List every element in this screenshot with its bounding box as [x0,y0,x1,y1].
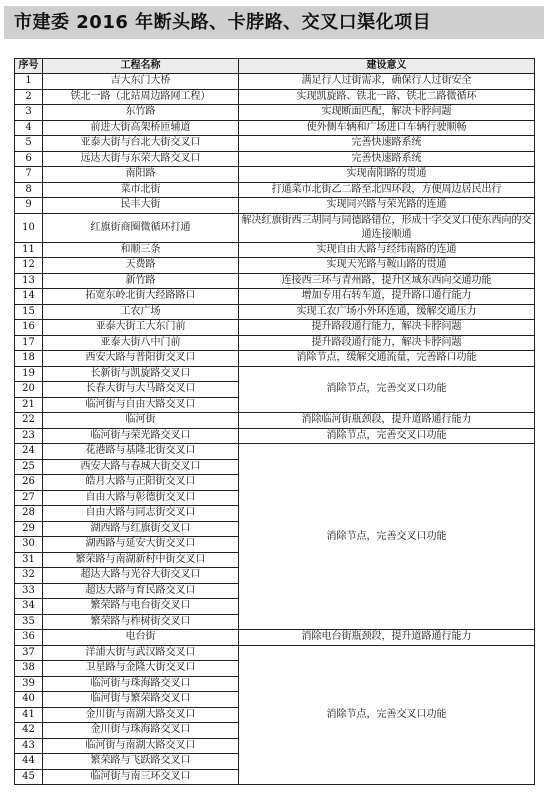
project-significance: 实现南阳路的贯通 [239,167,535,183]
project-significance: 完善快速路系统 [239,151,535,167]
project-name: 洋浦大街与武汉路交叉口 [43,645,239,661]
row-number: 40 [15,692,43,708]
project-name: 拓宽东岭北街大经路路口 [43,289,239,305]
row-number: 2 [15,89,43,105]
row-number: 27 [15,490,43,506]
row-number: 4 [15,120,43,136]
row-number: 42 [15,723,43,739]
row-number: 34 [15,599,43,615]
project-name: 西安大路与春城大街交叉口 [43,459,239,475]
row-number: 25 [15,459,43,475]
project-name: 繁荣路与柞树街交叉口 [43,614,239,630]
project-significance-merged: 消除节点，完善交叉口功能 [239,645,535,785]
table-row [15,289,535,305]
table-row [15,258,535,274]
project-name: 吉大东门大桥 [43,74,239,90]
table-row [15,213,535,242]
project-table [14,58,535,785]
table-row [15,428,535,444]
row-number: 8 [15,182,43,198]
project-name: 东竹路 [43,105,239,121]
project-name: 西安大路与普阳街交叉口 [43,351,239,367]
project-significance-merged: 消除节点，完善交叉口功能 [239,444,535,630]
project-name: 自由大路与彰德街交叉口 [43,490,239,506]
header-significance: 建设意义 [239,59,535,74]
project-significance: 满足行人过街需求，确保行人过街安全 [239,74,535,90]
row-number: 24 [15,444,43,460]
row-number: 29 [15,521,43,537]
project-significance: 实现断面匹配，解决卡脖问题 [239,105,535,121]
row-number: 36 [15,630,43,646]
table-row [15,136,535,152]
project-significance: 实现自由大路与经纬南路的连通 [239,242,535,258]
row-number: 28 [15,506,43,522]
table-row [15,167,535,183]
project-name: 超达大路与光谷大街交叉口 [43,568,239,584]
row-number: 17 [15,335,43,351]
project-name: 临河街与南湖大路交叉口 [43,738,239,754]
project-name: 和顺三条 [43,242,239,258]
row-number: 5 [15,136,43,152]
row-number: 3 [15,105,43,121]
row-number: 32 [15,568,43,584]
project-name: 临河街与珠海路交叉口 [43,676,239,692]
row-number: 39 [15,676,43,692]
project-significance: 实现同兴路与荣光路的连通 [239,198,535,214]
row-number: 1 [15,74,43,90]
project-name: 临河街与南三环交叉口 [43,769,239,785]
table-row [15,320,535,336]
project-name: 亚泰大街八中门前 [43,335,239,351]
project-name: 临河街 [43,413,239,429]
table-body [15,74,535,785]
table-row [15,74,535,90]
project-name: 天费路 [43,258,239,274]
row-number: 45 [15,769,43,785]
row-number: 13 [15,273,43,289]
table-row [15,105,535,121]
row-number: 43 [15,738,43,754]
project-name: 长春大街与大马路交叉口 [43,382,239,398]
table-row [15,198,535,214]
table-row [15,335,535,351]
row-number: 35 [15,614,43,630]
project-name: 临河街与荣光路交叉口 [43,428,239,444]
project-name: 卫星路与金隆大街交叉口 [43,661,239,677]
project-name: 红旗街商圈微循环打通 [43,213,239,242]
table-row [15,630,535,646]
project-significance: 消除电台街瓶颈段，提升道路通行能力 [239,630,535,646]
row-number: 26 [15,475,43,491]
title-bar [4,6,544,39]
row-number: 18 [15,351,43,367]
row-number: 30 [15,537,43,553]
project-name: 亚泰大街工大东门前 [43,320,239,336]
row-number: 21 [15,397,43,413]
project-significance: 连接西三环与青州路，提升区域东西向交通功能 [239,273,535,289]
project-name: 繁荣路与南湖新村中街交叉口 [43,552,239,568]
row-number: 10 [15,213,43,242]
project-name: 金川街与南湖大路交叉口 [43,707,239,723]
project-name: 亚泰大街与台北大街交叉口 [43,136,239,152]
project-name: 自由大路与同志街交叉口 [43,506,239,522]
row-number: 9 [15,198,43,214]
row-number: 41 [15,707,43,723]
project-name: 工农广场 [43,304,239,320]
project-significance: 实现工农广场小外环连通，缓解交通压力 [239,304,535,320]
project-name: 南阳路 [43,167,239,183]
project-name: 铁北一路（北站周边路网工程） [43,89,239,105]
header-name: 工程名称 [43,59,239,74]
project-name: 湖西路与红旗街交叉口 [43,521,239,537]
table-row [15,366,535,382]
project-name: 民丰大街 [43,198,239,214]
project-name: 繁荣路与飞跃路交叉口 [43,754,239,770]
table-row [15,645,535,661]
table-row [15,273,535,289]
project-significance-merged: 消除节点，完善交叉口功能 [239,366,535,413]
table-row [15,182,535,198]
row-number: 15 [15,304,43,320]
row-number: 11 [15,242,43,258]
row-number: 37 [15,645,43,661]
row-number: 20 [15,382,43,398]
project-name: 繁荣路与电台街交叉口 [43,599,239,615]
project-name: 新竹路 [43,273,239,289]
table-row [15,413,535,429]
row-number: 7 [15,167,43,183]
project-significance: 增加专用右转车道，提升路口通行能力 [239,289,535,305]
project-significance: 完善快速路系统 [239,136,535,152]
table-row [15,444,535,460]
project-significance: 解决红旗街西三胡同与同德路错位，形成十字交叉口使东西向的交通连接顺通 [239,213,535,242]
project-name: 前进大街高架桥匝辅道 [43,120,239,136]
project-significance: 实现天光路与鞍山路的贯通 [239,258,535,274]
project-name: 电台街 [43,630,239,646]
project-name: 远达大街与东荣大路交叉口 [43,151,239,167]
row-number: 31 [15,552,43,568]
project-significance: 使外侧车辆和广场进口车辆行驶顺畅 [239,120,535,136]
table-row [15,151,535,167]
project-significance: 提升路段通行能力，解决卡脖问题 [239,320,535,336]
table-row [15,242,535,258]
project-name: 临河街与繁荣路交叉口 [43,692,239,708]
row-number: 38 [15,661,43,677]
project-significance: 消除临河街瓶颈段，提升道路通行能力 [239,413,535,429]
row-number: 33 [15,583,43,599]
row-number: 19 [15,366,43,382]
table-row [15,120,535,136]
project-name: 皓月大路与正阳街交叉口 [43,475,239,491]
table-row [15,304,535,320]
page-title: 市建委 2016 年断头路、卡脖路、交叉口渠化项目 [14,12,432,33]
project-significance: 提升路段通行能力，解决卡脖问题 [239,335,535,351]
row-number: 44 [15,754,43,770]
project-name: 长新街与凯旋路交叉口 [43,366,239,382]
project-significance: 消除节点，缓解交通流量，完善路口功能 [239,351,535,367]
project-name: 湖西路与延安大街交叉口 [43,537,239,553]
table-header-row [15,59,535,74]
project-name: 金川街与珠海路交叉口 [43,723,239,739]
project-significance: 实现凯旋路、铁北一路、铁北二路微循环 [239,89,535,105]
project-significance: 打通菜市北街乙二路至北四环段，方便周边居民出行 [239,182,535,198]
row-number: 6 [15,151,43,167]
row-number: 22 [15,413,43,429]
table-row [15,351,535,367]
row-number: 23 [15,428,43,444]
project-significance: 消除节点，完善交叉口功能 [239,428,535,444]
project-name: 菜市北街 [43,182,239,198]
row-number: 14 [15,289,43,305]
project-name: 超达大路与育民路交叉口 [43,583,239,599]
table-row [15,89,535,105]
header-no: 序号 [15,59,43,74]
project-name: 花港路与基隆北街交叉口 [43,444,239,460]
project-name: 临河街与自由大路交叉口 [43,397,239,413]
row-number: 12 [15,258,43,274]
row-number: 16 [15,320,43,336]
